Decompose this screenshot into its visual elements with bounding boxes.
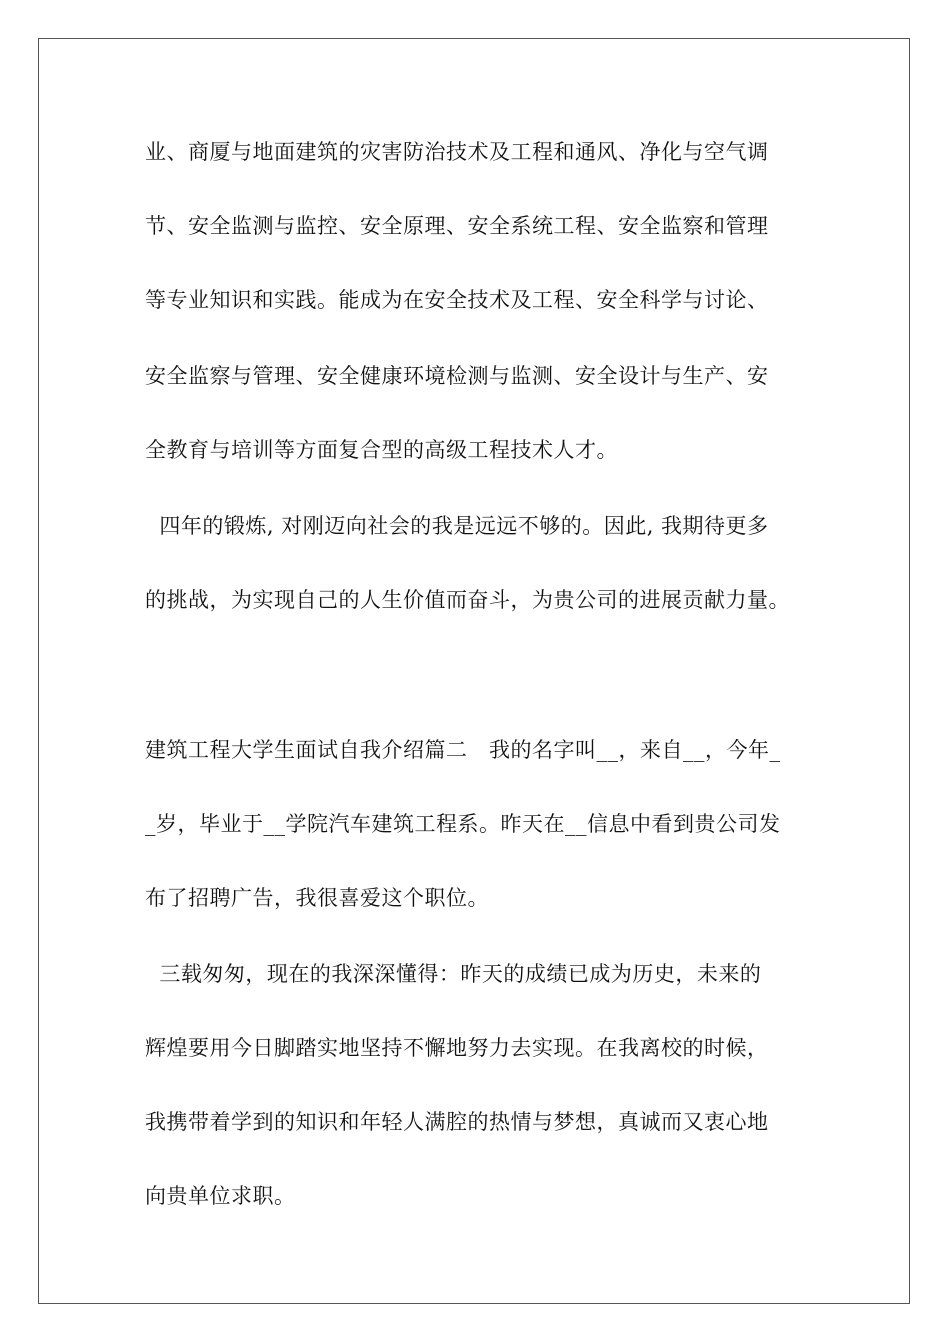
text-line: 四年的锻炼, 对刚迈向社会的我是远远不够的。因此, 我期待更多 bbox=[145, 514, 769, 538]
section-heading-line: 建筑工程大学生面试自我介绍篇二 我的名字叫__，来自__，今年_ bbox=[145, 738, 781, 762]
text-line: 节、安全监测与监控、安全原理、安全系统工程、安全监察和管理 bbox=[145, 214, 769, 238]
text-line: 等专业知识和实践。能成为在安全技术及工程、安全科学与讨论、 bbox=[145, 288, 769, 312]
text-line: 全教育与培训等方面复合型的高级工程技术人才。 bbox=[145, 438, 618, 462]
text-line: 三载匆匆，现在的我深深懂得：昨天的成绩已成为历史，未来的 bbox=[145, 962, 762, 986]
text-line: 我携带着学到的知识和年轻人满腔的热情与梦想，真诚而又衷心地 bbox=[145, 1110, 769, 1134]
text-line: _岁，毕业于__学院汽车建筑工程系。昨天在__信息中看到贵公司发 bbox=[145, 812, 781, 836]
text-line: 向贵单位求职。 bbox=[145, 1184, 296, 1208]
text-line: 安全监察与管理、安全健康环境检测与监测、安全设计与生产、安 bbox=[145, 364, 769, 388]
text-line: 业、商厦与地面建筑的灾害防治技术及工程和通风、净化与空气调 bbox=[145, 140, 769, 164]
text-line: 辉煌要用今日脚踏实地坚持不懈地努力去实现。在我离校的时候， bbox=[145, 1036, 769, 1060]
text-line: 的挑战，为实现自己的人生价值而奋斗，为贵公司的进展贡献力量。 bbox=[145, 588, 790, 612]
text-line: 布了招聘广告，我很喜爱这个职位。 bbox=[145, 886, 489, 910]
